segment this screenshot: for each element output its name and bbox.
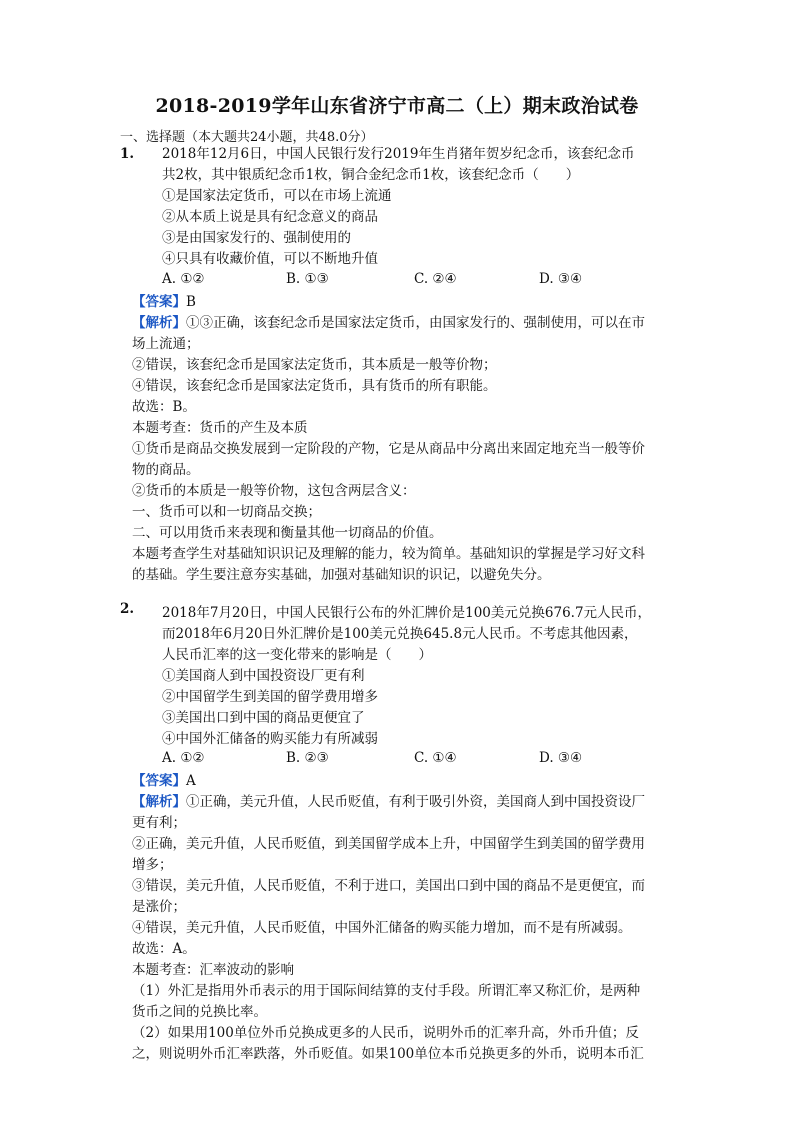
- answer-tag: 【答案】: [132, 773, 186, 789]
- analysis-line: 更有利；: [132, 815, 186, 831]
- choice-c: C. ①④: [414, 750, 457, 766]
- analysis-line: ①货币是商品交换发展到一定阶段的产物，它是从商品中分离出来固定地充当一般等价: [132, 441, 645, 457]
- question-2-stem-line-1: 2018年7月20日，中国人民银行公布的外汇牌价是100美元兑换676.7元人民币，: [162, 605, 652, 621]
- analysis-line: ②正确，美元升值，人民币贬值，到美国留学成本上升，中国留学生到美国的留学费用: [132, 836, 645, 852]
- analysis-line: 是涨价；: [132, 899, 186, 915]
- analysis-line: ③错误，美元升值，人民币贬值，不利于进口，美国出口到中国的商品不是更便宜，而: [132, 878, 645, 894]
- question-1-stem-line-1: 2018年12月6日，中国人民银行发行2019年生肖猪年贺岁纪念币，该套纪念币: [162, 146, 635, 162]
- question-2-option-1: ①美国商人到中国投资设厂更有利: [162, 668, 365, 684]
- question-1-stem-line-2: 共2枚，其中银质纪念币1枚，铜合金纪念币1枚，该套纪念币（ ）: [162, 167, 580, 183]
- question-1-option-1: ①是国家法定货币，可以在市场上流通: [162, 188, 392, 204]
- question-1-option-4: ④只具有收藏价值，可以不断地升值: [162, 251, 378, 267]
- question-1-option-3: ③是由国家发行的、强制使用的: [162, 230, 351, 246]
- analysis-line: 一、货币可以和一切商品交换；: [132, 504, 321, 520]
- analysis-line: 本题考查：货币的产生及本质: [132, 420, 308, 436]
- question-1-analysis-first: 【解析】①③正确，该套纪念币是国家法定货币，由国家发行的、强制使用，可以在市: [132, 315, 645, 331]
- analysis-line: 场上流通；: [132, 336, 200, 352]
- choice-d: D. ③④: [539, 271, 583, 287]
- section-heading: 一、选择题（本大题共24小题，共48.0分）: [120, 130, 374, 145]
- answer-value: B: [186, 294, 196, 310]
- analysis-tag: 【解析】: [132, 315, 186, 331]
- choice-b: B. ①③: [286, 271, 329, 287]
- question-2-option-4: ④中国外汇储备的购买能力有所减弱: [162, 731, 378, 747]
- analysis-line: ④错误，美元升值，人民币贬值，中国外汇储备的购买能力增加，而不是有所减弱。: [132, 920, 632, 936]
- choice-c: C. ②④: [414, 271, 457, 287]
- analysis-line: 增多；: [132, 857, 173, 873]
- page-title: 2018-2019学年山东省济宁市高二（上）期末政治试卷: [155, 95, 639, 117]
- choice-a: A. ①②: [162, 750, 205, 766]
- analysis-line: ②错误，该套纪念币是国家法定货币，其本质是一般等价物；: [132, 357, 497, 373]
- analysis-line: 故选：B。: [132, 399, 196, 415]
- answer-value: A: [186, 773, 196, 789]
- analysis-line: 故选：A。: [132, 941, 196, 957]
- analysis-line: 货币之间的兑换比率。: [132, 1004, 267, 1020]
- analysis-line: 本题考查：汇率波动的影响: [132, 962, 294, 978]
- question-1-option-2: ②从本质上说是具有纪念意义的商品: [162, 209, 378, 225]
- analysis-line: 之，则说明外币汇率跌落，外币贬值。如果100单位本币兑换更多的外币，说明本币汇: [132, 1046, 644, 1062]
- question-1-number: 1.: [120, 146, 135, 162]
- question-2-number: 2.: [120, 601, 135, 617]
- analysis-line: 本题考查学生对基础知识识记及理解的能力，较为简单。基础知识的掌握是学习好文科: [132, 546, 645, 562]
- choice-d: D. ③④: [539, 750, 583, 766]
- analysis-line: 二、可以用货币来表现和衡量其他一切商品的价值。: [132, 525, 443, 541]
- analysis-line: （1）外汇是指用外币表示的用于国际间结算的支付手段。所谓汇率又称汇价，是两种: [132, 983, 641, 999]
- choice-b: B. ②③: [286, 750, 329, 766]
- question-2-stem-line-2: 而2018年6月20日外汇牌价是100美元兑换645.8元人民币。不考虑其他因素，: [162, 626, 638, 642]
- question-2-option-2: ②中国留学生到美国的留学费用增多: [162, 689, 378, 705]
- question-1-choices: [162, 271, 662, 291]
- question-2-answer: [132, 771, 196, 792]
- analysis-line: （2）如果用100单位外币兑换成更多的人民币，说明外币的汇率升高，外币升值；反: [132, 1025, 639, 1041]
- question-2-choices: [162, 750, 662, 770]
- analysis-line: 的基础。学生要注意夯实基础，加强对基础知识的识记，以避免失分。: [132, 567, 551, 583]
- analysis-line: 物的商品。: [132, 462, 200, 478]
- analysis-tag: 【解析】: [132, 794, 186, 810]
- question-2-stem-line-3: 人民币汇率的这一变化带来的影响是（ ）: [162, 647, 432, 663]
- question-2-analysis-first: 【解析】①正确，美元升值，人民币贬值，有利于吸引外资，美国商人到中国投资设厂: [132, 794, 645, 810]
- analysis-line: ②货币的本质是一般等价物，这包含两层含义：: [132, 483, 416, 499]
- analysis-line: ④错误，该套纪念币是国家法定货币，具有货币的所有职能。: [132, 378, 497, 394]
- choice-a: A. ①②: [162, 271, 205, 287]
- question-1-answer: [132, 292, 196, 313]
- answer-tag: 【答案】: [132, 294, 186, 310]
- question-2-option-3: ③美国出口到中国的商品更便宜了: [162, 710, 365, 726]
